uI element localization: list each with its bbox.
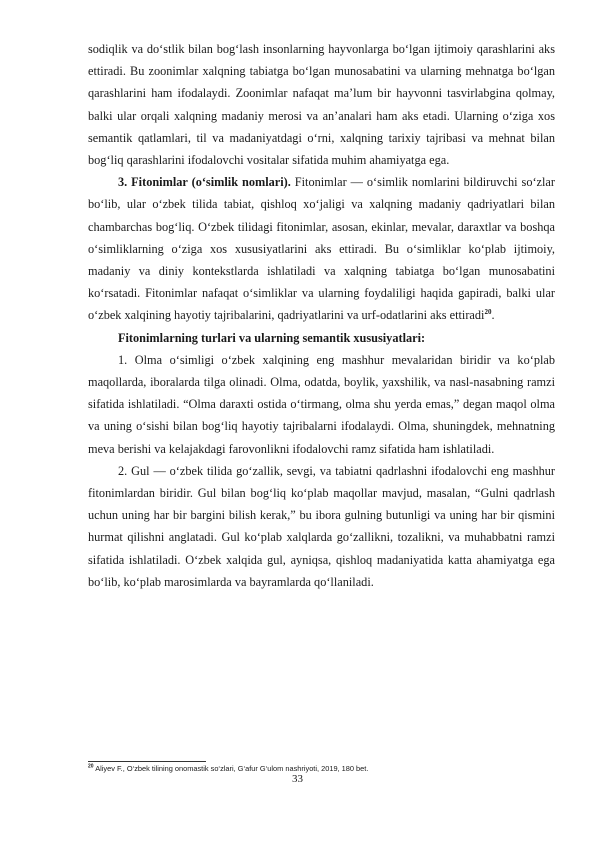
section-heading: Fitonimlarning turlari va ularning semantik xususiyatlari: (118, 330, 426, 345)
footnote-text: Aliyev F., O‘zbek tilining onomastik so‘zlari, G‘afur G‘ulom nashriyoti, 2019, 180 bet. (93, 764, 369, 773)
footnote-reference[interactable]: 20 (484, 308, 492, 317)
footnote-divider (88, 761, 206, 762)
phytonyms-body: Fitonimlar — o‘simlik nomlarini bildiruvchi so‘zlar bo‘lib, ular o‘zbek tilida tabiat, qishloq xo‘jaligi va xalqning madaniy qadriyatlari bilan chambarchas bog‘liq. O‘zbek tilidagi fitonimlar, asosan, ekinlar, mevalar, daraxtlar va boshqa o‘simliklarning o‘ziga xos xususiyatlarini aks ettiradi. Bu o‘simliklar ko‘plab ijtimoiy, madaniy va diniy kontekstlarda ishlatiladi va xalqning tabiatga bo‘lgan munosabatini ko‘rsatadi. Fitonimlar nafaqat o‘simliklar va ularning foydaliligi haqida gapiradi, balki ular o‘zbek xalqining hayotiy tajribalarini, qadriyatlarini va urf-odatlarini aks ettiradi (88, 175, 555, 323)
phytonyms-end: . (491, 308, 495, 323)
page-body (88, 38, 555, 593)
page-number: 33 (292, 773, 303, 785)
list-item-flower: 2. Gul — o‘zbek tilida go‘zallik, sevgi, va tabiatni qadrlashni ifodalovchi eng mashhur fitonimlardan biridir. Gul bilan bog‘liq ko‘plab maqollar mavjud, masalan, “Gulni qadrlash uchun uning har bir bargini bilish kerak,” bu ibora gulning butunligi va uning har bir qismini hurmat qilishni anglatadi. Gul ko‘plab xalqlarda go‘zallikni, tozalikni, va muhabbatni ramzi sifatida ishlatiladi. O‘zbek xalqida gul, ayniqsa, qishloq madaniyatida katta ahamiyatga ega bo‘lib, ko‘plab marosimlarda va bayramlarda qo‘llaniladi. (88, 463, 555, 589)
footnote-number: 20 (88, 763, 94, 770)
paragraph-zoonyms-conclusion: sodiqlik va do‘stlik bilan bog‘lash insonlarning hayvonlarga bo‘lgan ijtimoiy qarashlarini aks ettiradi. Bu zoonimlar xalqning tabiatga bo‘lgan munosabatini va ularning mehnatga bo‘lgan qarashlarini ham ifodalaydi. Zoonimlar nafaqat ma’lum bir hayvonni tasvirlabgina qolmay, balki ular orqali xalqning madaniy merosi va an’analari ham aks etadi. Ularning o‘ziga xos semantik qatlamlari, til va madaniyatdagi o‘rni, xalqning tarixiy tajribasi va mehnat bilan bog‘liq qarashlarini ifodalovchi vositalar sifatida muhim ahamiyatga ega. (88, 42, 555, 168)
phytonyms-heading: 3. Fitonimlar (o‘simlik nomlari). (118, 175, 291, 190)
paragraph-phytonyms (88, 171, 555, 326)
list-item-apple: 1. Olma o‘simligi o‘zbek xalqining eng mashhur mevalaridan biridir va ko‘plab maqollarda, iboralarda tilga olinadi. Olma, odatda, boylik, yaxshilik, va nasl-nasabning ramzi sifatida ishlatiladi. “Olma daraxti ostida o‘tirmang, olma shu yerda emas,” degan maqol olma va uning o‘sishi bilan bog‘liq hayotiy tajribalarni ifodalaydi. Olma, shuningdek, mehnatning meva berishi va kelajakdagi farovonlikni ifodalovchi ramz sifatida ham ishlatiladi. (88, 352, 555, 456)
